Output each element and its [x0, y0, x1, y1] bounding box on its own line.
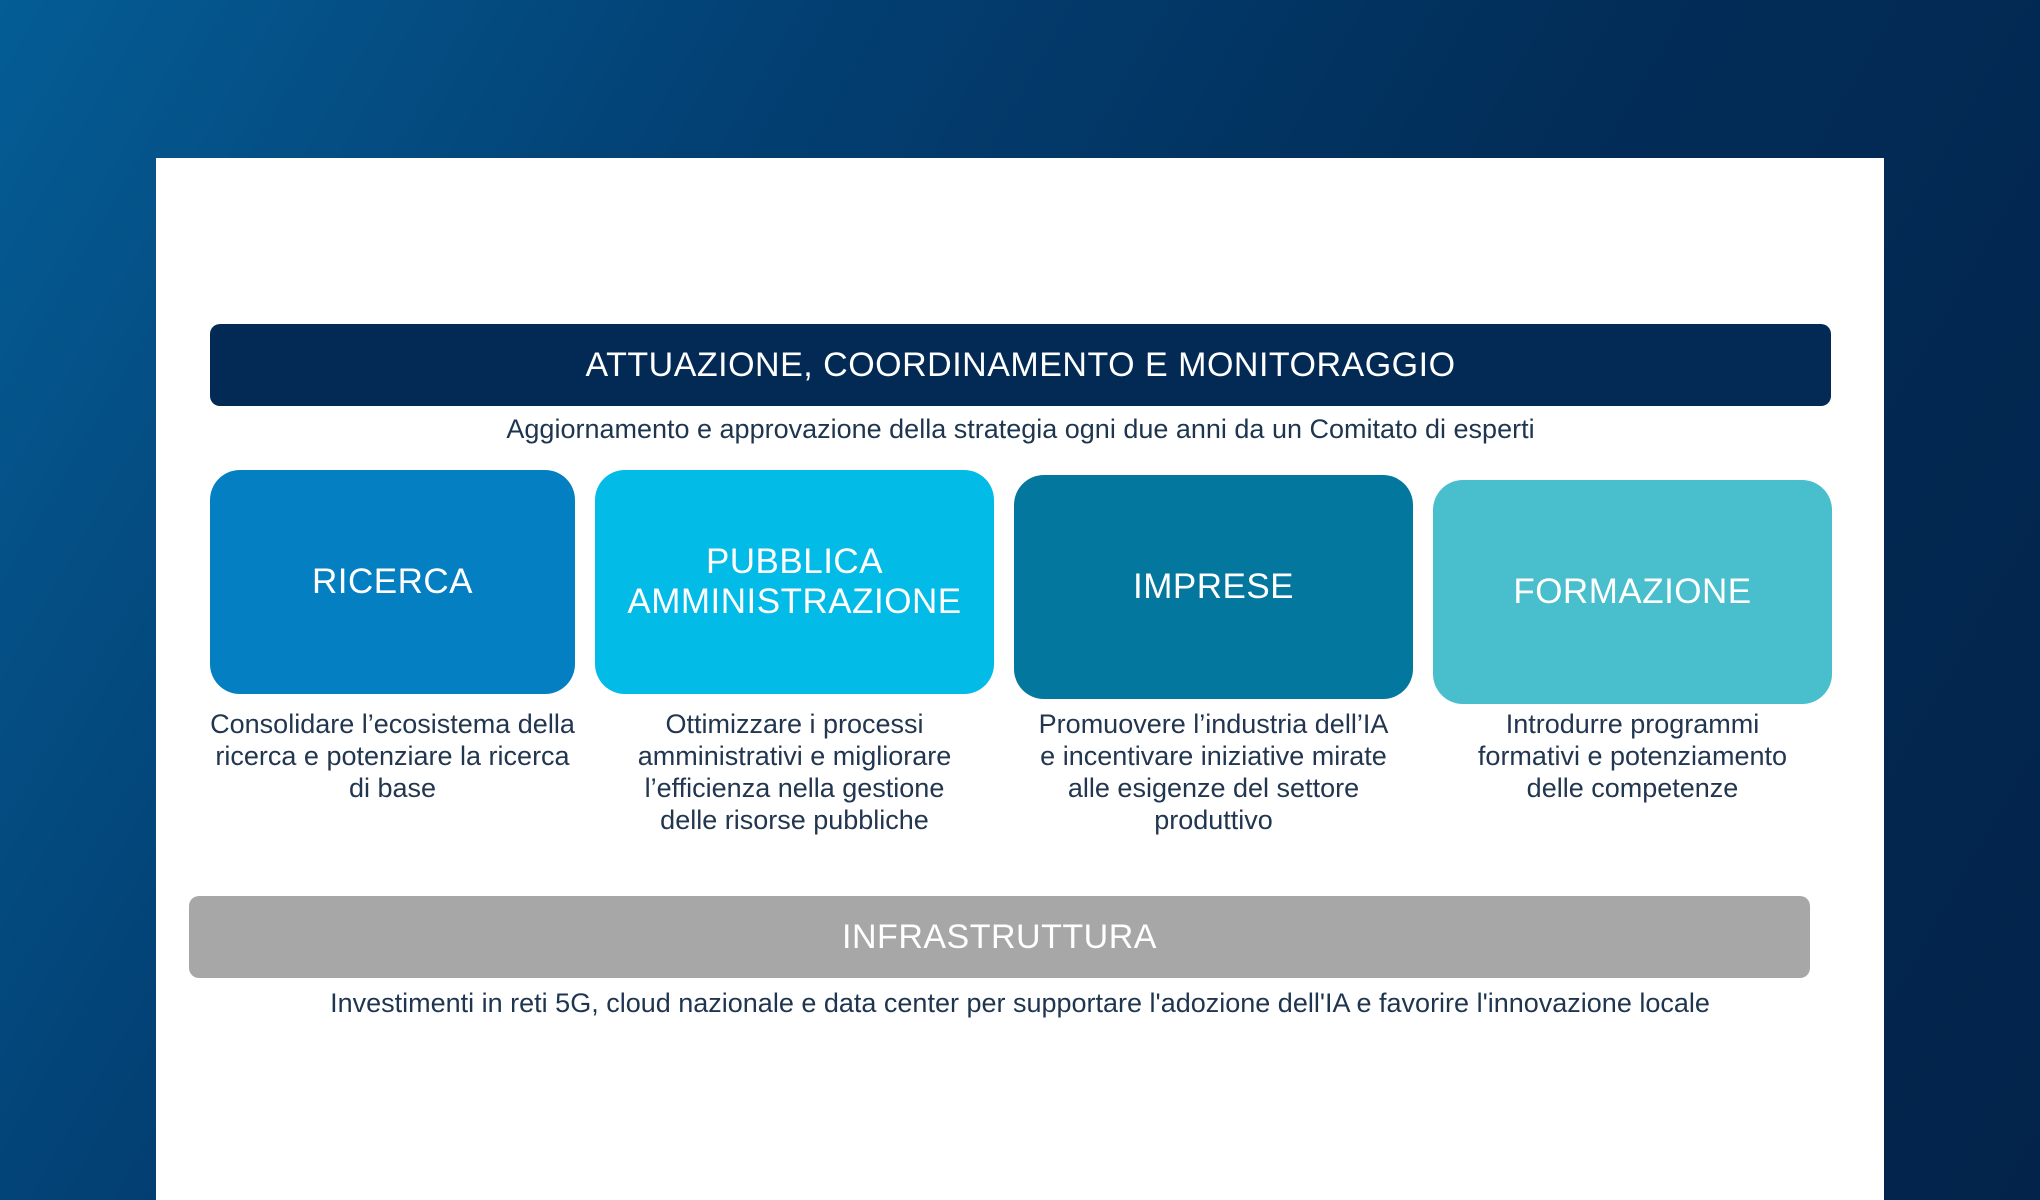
- pillar-imprese: [1014, 475, 1413, 699]
- diagram-card: [156, 158, 1884, 1200]
- pillar-ricerca: [210, 470, 575, 694]
- pillar-ricerca-description: Consolidare l’ecosistema della ricerca e potenziare la ricerca di base: [210, 709, 575, 803]
- pillar-imprese-title: IMPRESE: [1132, 567, 1295, 606]
- governance-banner: [210, 324, 1831, 406]
- pillar-formazione: [1433, 480, 1832, 704]
- governance-banner-title: ATTUAZIONE, COORDINAMENTO E MONITORAGGIO: [585, 345, 1456, 384]
- infrastructure-banner-title: INFRASTRUTTURA: [842, 917, 1157, 956]
- infrastructure-banner: [189, 896, 1810, 978]
- pillar-ricerca-title: RICERCA: [311, 562, 474, 601]
- pillar-formazione-title: FORMAZIONE: [1513, 572, 1752, 611]
- governance-subtitle: Aggiornamento e approvazione della strategia ogni due anni da un Comitato di esperti: [506, 414, 1535, 444]
- pillar-pubblica-amministrazione-title: PUBBLICA AMMINISTRAZIONE: [627, 542, 962, 621]
- pillar-pubblica-amministrazione: [595, 470, 994, 694]
- pillar-pubblica-amministrazione-description: Ottimizzare i processi amministrativi e migliorare l’efficienza nella gestione delle risorse pubbliche: [637, 709, 952, 835]
- pillar-formazione-description: Introdurre programmi formativi e potenziamento delle competenze: [1477, 709, 1788, 803]
- pillar-imprese-description: Promuovere l’industria dell’IA e incentivare iniziative mirate alle esigenze del settore produttivo: [1038, 709, 1389, 835]
- infrastructure-subtitle: Investimenti in reti 5G, cloud nazionale e data center per supportare l'adozione dell'IA e favorire l'innovazione locale: [330, 988, 1710, 1018]
